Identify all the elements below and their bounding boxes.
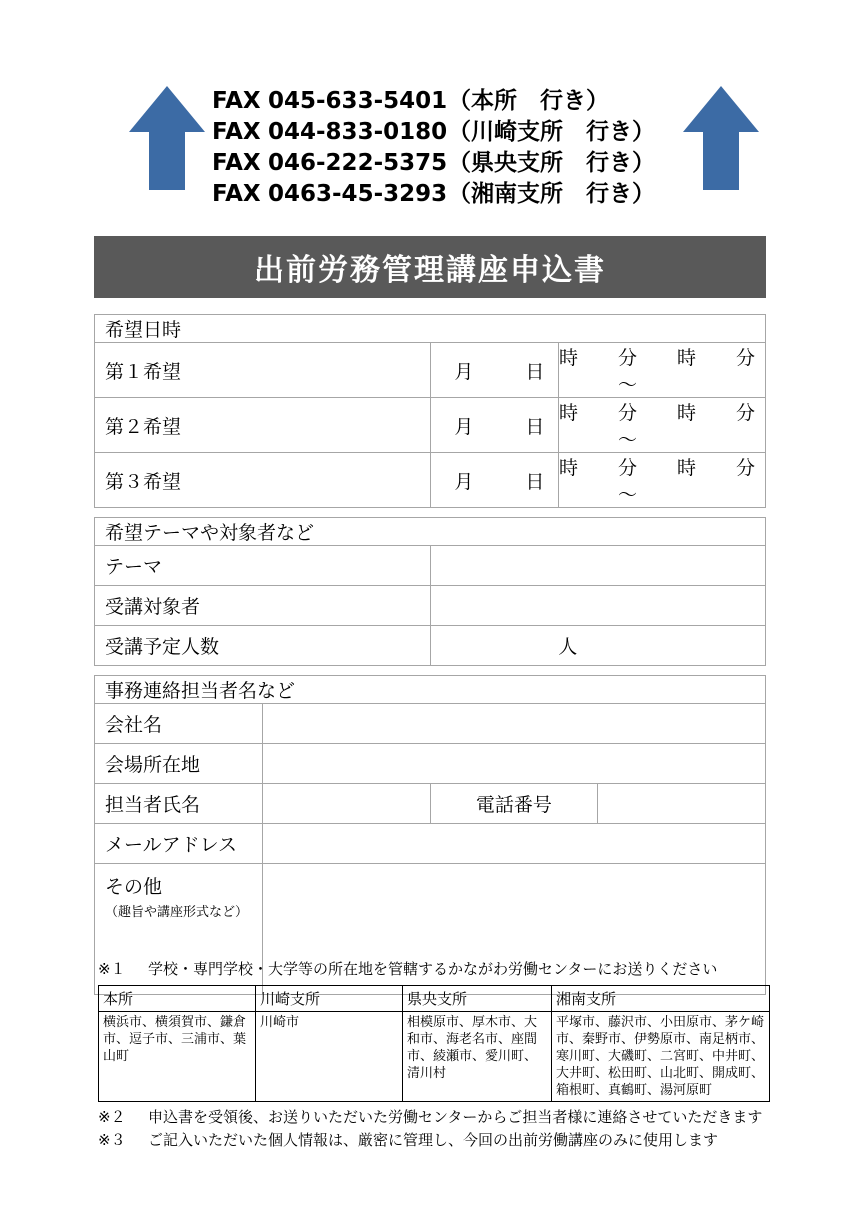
company-input[interactable] xyxy=(262,704,765,744)
fax-destination: （県央支所 行き） xyxy=(448,150,655,176)
row-label-email: メールアドレス xyxy=(95,824,263,864)
row-label-telephone: 電話番号 xyxy=(430,784,598,824)
branch-header-kenou: 県央支所 xyxy=(403,986,552,1012)
row-label-theme: テーマ xyxy=(95,546,431,586)
note-1-mark: ※１ xyxy=(98,960,126,978)
up-arrow-icon-left xyxy=(128,84,206,192)
fax-number: 044-833-0180 xyxy=(268,119,448,145)
table-row xyxy=(95,744,766,784)
table-row xyxy=(95,398,766,453)
section-header-datetime: 希望日時 xyxy=(95,315,766,343)
row-label-choice1: 第１希望 xyxy=(95,343,431,398)
people-unit: 人 xyxy=(558,636,578,658)
month-marker: 月 xyxy=(454,470,474,493)
attendee-count-input[interactable] xyxy=(430,626,766,666)
minute-to-marker: 分 xyxy=(735,457,755,479)
fax-label: FAX xyxy=(212,119,261,145)
page-title: 出前労務管理講座申込書 xyxy=(94,236,766,298)
row-label-audience: 受講対象者 xyxy=(95,586,431,626)
minute-from-marker: 分～ xyxy=(617,402,637,451)
fax-line xyxy=(212,117,672,148)
row-label-venue: 会場所在地 xyxy=(95,744,263,784)
note-3-mark: ※３ xyxy=(98,1131,126,1149)
minute-from-marker: 分～ xyxy=(617,347,637,396)
month-marker: 月 xyxy=(454,415,474,438)
table-row xyxy=(95,586,766,626)
fax-number: 0463-45-3293 xyxy=(268,181,448,207)
theme-input[interactable] xyxy=(430,546,766,586)
email-input[interactable] xyxy=(262,824,765,864)
hour-to-marker: 時 xyxy=(676,402,696,424)
minute-to-marker: 分 xyxy=(735,402,755,424)
fax-number: 045-633-5401 xyxy=(268,88,448,114)
note-3 xyxy=(98,1129,798,1152)
month-marker: 月 xyxy=(454,360,474,383)
table-row xyxy=(99,1012,770,1102)
datetime-input-choice2[interactable] xyxy=(430,398,766,453)
row-label-company: 会社名 xyxy=(95,704,263,744)
day-marker: 日 xyxy=(525,415,545,438)
section-header-row xyxy=(95,676,766,704)
hour-to-marker: 時 xyxy=(676,457,696,479)
hour-from-marker: 時 xyxy=(558,457,578,479)
branch-cities-kawasaki: 川崎市 xyxy=(256,1012,403,1102)
branch-header-kawasaki: 川崎支所 xyxy=(256,986,403,1012)
fax-line xyxy=(212,179,672,210)
table-row xyxy=(95,704,766,744)
hour-from-marker: 時 xyxy=(558,402,578,424)
branch-cities-kenou: 相模原市、厚木市、大和市、海老名市、座間市、綾瀬市、愛川町、清川村 xyxy=(403,1012,552,1102)
note-2-text: 申込書を受領後、お送りいただいた労働センターからご担当者様に連絡させていただきます xyxy=(148,1108,763,1126)
other-label-main: その他 xyxy=(105,876,163,898)
fax-number-list xyxy=(212,86,672,210)
table-row xyxy=(95,453,766,508)
telephone-input[interactable] xyxy=(598,784,766,824)
note-1 xyxy=(98,958,798,981)
row-label-choice3: 第３希望 xyxy=(95,453,431,508)
fax-line xyxy=(212,148,672,179)
up-arrow-icon-right xyxy=(682,84,760,192)
section-spacer xyxy=(94,508,766,517)
fax-label: FAX xyxy=(212,181,261,207)
day-marker: 日 xyxy=(525,360,545,383)
table-row xyxy=(95,343,766,398)
fax-number: 046-222-5375 xyxy=(268,150,448,176)
table-header-row xyxy=(99,986,770,1012)
hour-to-marker: 時 xyxy=(676,347,696,369)
table-row xyxy=(95,546,766,586)
section-header-row xyxy=(95,518,766,546)
footnotes-block xyxy=(98,958,798,1152)
section-header-theme: 希望テーマや対象者など xyxy=(95,518,766,546)
row-label-choice2: 第２希望 xyxy=(95,398,431,453)
contact-info-table xyxy=(94,675,766,995)
section-header-contact: 事務連絡担当者名など xyxy=(95,676,766,704)
datetime-input-choice1[interactable] xyxy=(430,343,766,398)
section-header-row xyxy=(95,315,766,343)
table-row xyxy=(95,824,766,864)
row-label-person: 担当者氏名 xyxy=(95,784,263,824)
fax-destination: （湘南支所 行き） xyxy=(448,181,655,207)
section-spacer xyxy=(94,666,766,675)
fax-header-block xyxy=(0,72,858,212)
note-2-mark: ※２ xyxy=(98,1108,126,1126)
table-row xyxy=(95,626,766,666)
application-form xyxy=(94,314,766,995)
audience-input[interactable] xyxy=(430,586,766,626)
day-marker: 日 xyxy=(525,470,545,493)
branch-jurisdiction-table xyxy=(98,985,770,1102)
minute-from-marker: 分～ xyxy=(617,457,637,506)
theme-audience-table xyxy=(94,517,766,666)
branch-cities-shonan: 平塚市、藤沢市、小田原市、茅ケ崎市、秦野市、伊勢原市、南足柄市、寒川町、大磯町、二宮町、中井町、大井町、松田町、山北町、開成町、箱根町、真鶴町、湯河原町 xyxy=(552,1012,770,1102)
fax-label: FAX xyxy=(212,150,261,176)
fax-label: FAX xyxy=(212,88,261,114)
person-name-input[interactable] xyxy=(262,784,430,824)
table-row xyxy=(95,784,766,824)
note-1-text: 学校・専門学校・大学等の所在地を管轄するかながわ労働センターにお送りください xyxy=(148,960,718,978)
fax-destination: （本所 行き） xyxy=(448,88,609,114)
branch-header-shonan: 湘南支所 xyxy=(552,986,770,1012)
desired-datetime-table xyxy=(94,314,766,508)
venue-input[interactable] xyxy=(262,744,765,784)
datetime-input-choice3[interactable] xyxy=(430,453,766,508)
fax-destination: （川崎支所 行き） xyxy=(448,119,655,145)
other-label-sub: （趣旨や講座形式など） xyxy=(105,905,249,920)
minute-to-marker: 分 xyxy=(735,347,755,369)
hour-from-marker: 時 xyxy=(558,347,578,369)
branch-header-honsho: 本所 xyxy=(99,986,256,1012)
branch-cities-honsho: 横浜市、横須賀市、鎌倉市、逗子市、三浦市、葉山町 xyxy=(99,1012,256,1102)
fax-line xyxy=(212,86,672,117)
note-2 xyxy=(98,1106,798,1129)
row-label-attendee-count: 受講予定人数 xyxy=(95,626,431,666)
note-3-text: ご記入いただいた個人情報は、厳密に管理し、今回の出前労働講座のみに使用します xyxy=(148,1131,719,1149)
